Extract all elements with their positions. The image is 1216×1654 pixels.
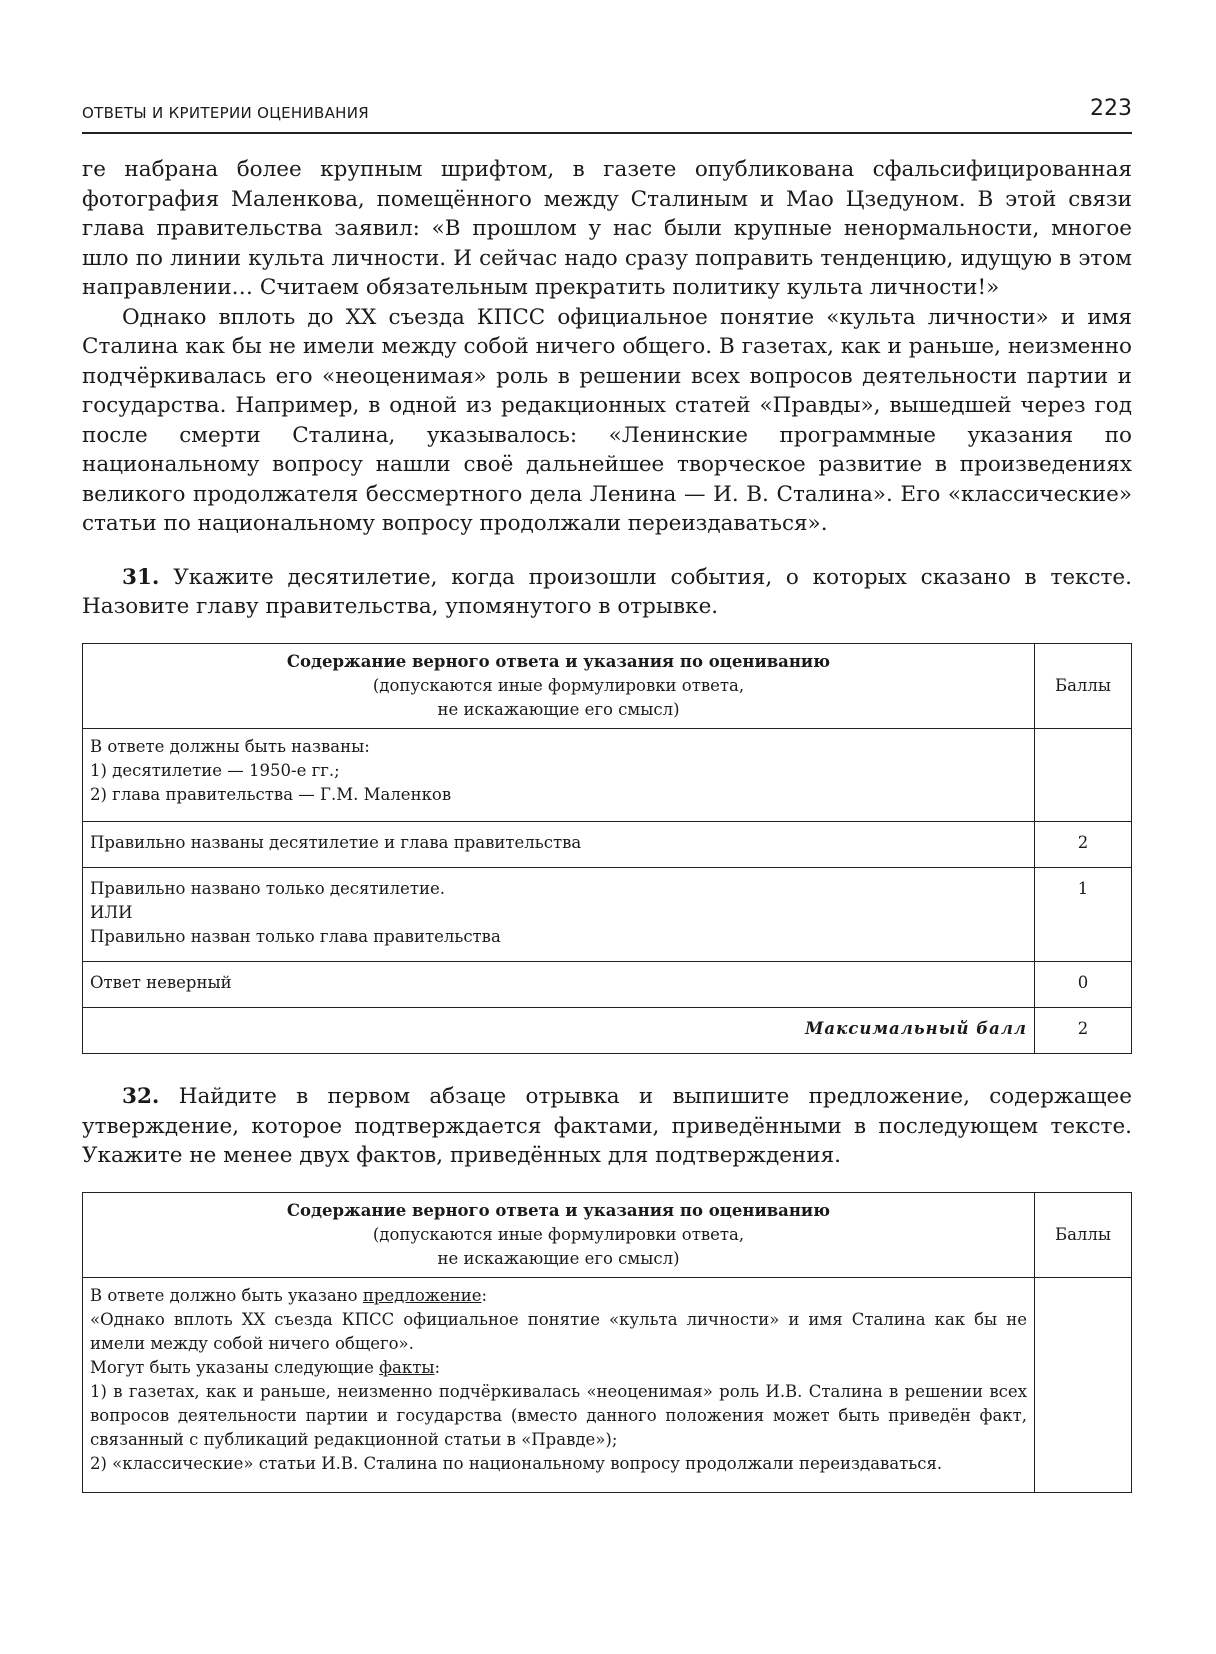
criterion-line: Правильно названо только десятилетие. xyxy=(90,879,445,898)
table-row xyxy=(83,962,1132,1008)
table-header-row xyxy=(83,1193,1132,1278)
paragraph-continued: ге набрана более крупным шрифтом, в газете опубликована сфальсифицированная фотография Маленкова, помещённого между Сталиным и Мао Цзедуном. В этой связи глава правительства заявил: «В прошлом у нас были крупные ненормальности, многое шло по линии культа личности. И сейчас надо сразу поправить тенденцию, идущую в этом направлении… Считаем обязательным прекратить политику культа личности!» xyxy=(82,157,1132,300)
table-header-row xyxy=(83,644,1132,729)
header-sub1: (допускаются иные формулировки ответа, xyxy=(372,676,745,695)
header-sub2: не искажающие его смысл) xyxy=(437,1249,680,1268)
score-cell: 1 xyxy=(1035,868,1132,962)
question-32 xyxy=(82,1082,1132,1171)
question-32-text: Найдите в первом абзаце отрывка и выпишите предложение, содержащее утверждение, которое подтверждается фактами, приведёнными в последующем тексте. Укажите не менее двух фактов, приведённых для подтверждения. xyxy=(82,1084,1132,1168)
score-cell: 0 xyxy=(1035,962,1132,1008)
criterion-or: ИЛИ xyxy=(90,903,133,922)
answer-cell xyxy=(83,1278,1035,1493)
table-row xyxy=(83,868,1132,962)
score-cell: 2 xyxy=(1035,822,1132,868)
criterion-cell: Ответ неверный xyxy=(83,962,1035,1008)
question-32-number: 32. xyxy=(122,1084,160,1109)
answer-line: В ответе должны быть названы: xyxy=(90,737,370,756)
page-number: 223 xyxy=(1090,96,1132,121)
question-31-text: Укажите десятилетие, когда произошли события, о которых сказано в тексте. Назовите главу правительства, упомянутого в отрывке. xyxy=(82,564,1132,619)
question-31 xyxy=(82,563,1132,622)
criteria-table-31 xyxy=(82,643,1132,1054)
answer-keyword: предложение xyxy=(362,1286,482,1305)
criteria-table-32 xyxy=(82,1192,1132,1493)
score-cell xyxy=(1035,1278,1132,1493)
table-row xyxy=(83,729,1132,822)
answer-line: «Однако вплоть XX съезда КПСС официальное понятие «культа личности» и имя Сталина как бы не имели между собой ничего общего». xyxy=(90,1310,1027,1353)
answer-line xyxy=(90,1356,1027,1380)
answer-line: 1) десятилетие — 1950-е гг.; xyxy=(90,761,340,780)
answer-prefix: Могут быть указаны следующие xyxy=(90,1358,380,1377)
header-score: Баллы xyxy=(1035,1193,1132,1278)
score-cell xyxy=(1035,729,1132,822)
table-row-max xyxy=(83,1008,1132,1054)
answer-line: 2) «классические» статьи И.В. Сталина по национальному вопросу продолжали переиздаваться. xyxy=(90,1454,943,1473)
answer-keyword: факты xyxy=(379,1358,435,1377)
answer-suffix: : xyxy=(481,1286,488,1305)
answer-suffix: : xyxy=(434,1358,441,1377)
main-content xyxy=(82,155,1132,1493)
criterion-cell: Правильно названы десятилетие и глава правительства xyxy=(83,822,1035,868)
criterion-cell xyxy=(83,868,1035,962)
max-score-value: 2 xyxy=(1035,1008,1132,1054)
header-title: Содержание верного ответа и указания по оцениванию xyxy=(286,652,831,671)
header-sub1: (допускаются иные формулировки ответа, xyxy=(372,1225,745,1244)
table-row xyxy=(83,822,1132,868)
header-sub2: не искажающие его смысл) xyxy=(437,700,680,719)
answer-line: 1) в газетах, как и раньше, неизменно подчёркивалась «неоценимая» роль И.В. Сталина в решении всех вопросов деятельности партии и государства (вместо данного положения может быть приведён факт, связанный с публикаций редакционной статьи в «Правде»); xyxy=(90,1382,1027,1449)
header-score: Баллы xyxy=(1035,644,1132,729)
answer-prefix: В ответе должно быть указано xyxy=(90,1286,363,1305)
answer-line: 2) глава правительства — Г.М. Маленков xyxy=(90,785,452,804)
running-header xyxy=(82,92,1132,134)
answer-cell xyxy=(83,729,1035,822)
paragraph-2: Однако вплоть до XX съезда КПСС официальное понятие «культа личности» и имя Сталина как бы не имели между собой ничего общего. В газетах, как и раньше, неизменно подчёркивалась его «неоценимая» роль в решении всех вопросов деятельности партии и государства. Например, в одной из редакционных статей «Правды», вышедшей через год после смерти Сталина, указывалось: «Ленинские программные указания по национальному вопросу нашли своё дальнейшее творческое развитие в произведениях великого продолжателя бессмертного дела Ленина — И. В. Сталина». Его «классические» статьи по национальному вопросу продолжали переиздаваться». xyxy=(82,304,1132,536)
answer-line xyxy=(90,1284,1027,1308)
header-title: Содержание верного ответа и указания по оцениванию xyxy=(286,1201,831,1220)
table-header-content xyxy=(83,644,1035,729)
table-row xyxy=(83,1278,1132,1493)
table-header-content xyxy=(83,1193,1035,1278)
question-31-number: 31. xyxy=(122,564,160,590)
section-title: ОТВЕТЫ И КРИТЕРИИ ОЦЕНИВАНИЯ xyxy=(82,104,370,122)
criterion-line: Правильно назван только глава правительства xyxy=(90,927,501,946)
max-score-label: Максимальный балл xyxy=(83,1008,1035,1054)
